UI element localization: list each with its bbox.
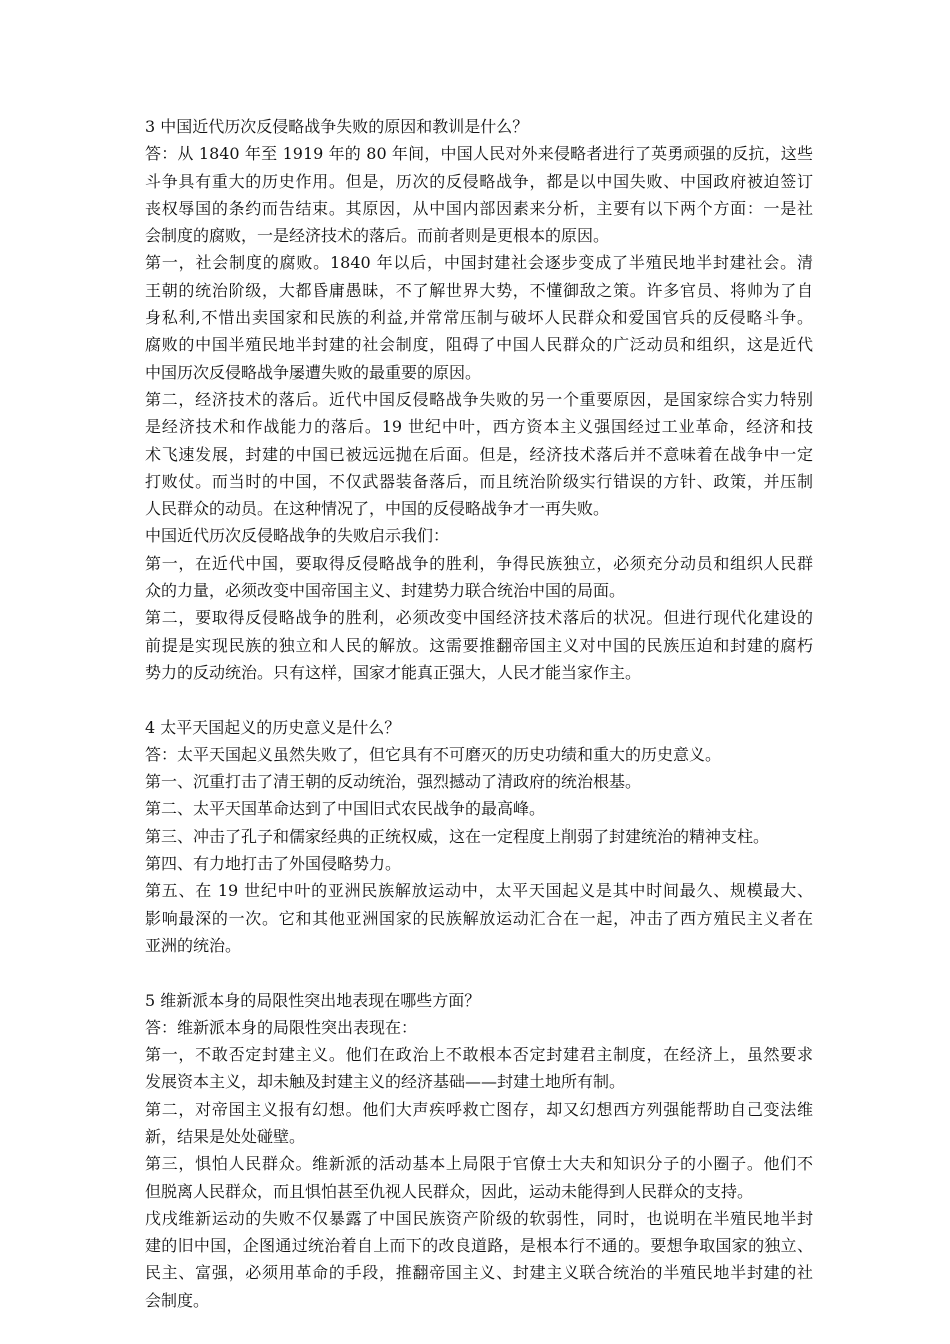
text-line: 第一，在近代中国，要取得反侵略战争的胜利，争得民族独立，必须充分动员和组织人民群 xyxy=(145,553,813,573)
section-1 xyxy=(145,113,813,686)
text-line: 中国近代历次反侵略战争的失败启示我们： xyxy=(145,526,450,546)
section-heading: 4 太平天国起义的历史意义是什么？ xyxy=(145,717,401,737)
text-line: 影响最深的一次。它和其他亚洲国家的民族解放运动汇合在一起，冲击了西方殖民主义者在 xyxy=(145,908,813,928)
text-line: 是经济技术和作战能力的落后。19 世纪中叶，西方资本主义强国经过工业革命，经济和技 xyxy=(145,417,813,437)
text-line: 新，结果是处处碰壁。 xyxy=(145,1126,306,1146)
section-heading: 5 维新派本身的局限性突出地表现在哪些方面？ xyxy=(145,990,481,1010)
text-line: 打败仗。而当时的中国，不仅武器装备落后，而且统治阶级实行错误的方针、政策，并压制 xyxy=(145,471,813,491)
text-line: 建的旧中国，企图通过统治着自上而下的改良道路，是根本行不通的。要想争取国家的独立、 xyxy=(145,1236,813,1256)
text-line: 答：太平天国起义虽然失败了，但它具有不可磨灭的历史功绩和重大的历史意义。 xyxy=(145,744,722,764)
text-line: 第四、有力地打击了外国侵略势力。 xyxy=(145,854,402,874)
text-line: 答：维新派本身的局限性突出表现在： xyxy=(145,1017,418,1037)
text-line: 人民群众的动员。在这种情况了，中国的反侵略战争才一再失败。 xyxy=(145,499,610,519)
text-line: 斗争具有重大的历史作用。但是，历次的反侵略战争，都是以中国失败、中国政府被迫签订 xyxy=(145,171,813,191)
section-gap xyxy=(145,686,813,713)
text-line: 前提是实现民族的独立和人民的解放。这需要推翻帝国主义对中国的民族压迫和封建的腐朽 xyxy=(145,635,813,655)
text-line: 中国历次反侵略战争屡遭失败的最重要的原因。 xyxy=(145,362,482,382)
section-gap xyxy=(145,959,813,986)
text-line: 但脱离人民群众，而且惧怕甚至仇视人民群众，因此，运动未能得到人民群众的支持。 xyxy=(145,1181,754,1201)
text-line: 腐败的中国半殖民地半封建的社会制度，阻碍了中国人民群众的广泛动员和组织，这是近代 xyxy=(145,335,813,355)
text-line: 发展资本主义，却未触及封建主义的经济基础——封建土地所有制。 xyxy=(145,1072,626,1092)
text-line: 第二，要取得反侵略战争的胜利，必须改变中国经济技术落后的状况。但进行现代化建设的 xyxy=(145,608,813,628)
text-line: 亚洲的统治。 xyxy=(145,935,242,955)
text-line: 王朝的统治阶级，大都昏庸愚昧，不了解世界大势，不懂御敌之策。许多官员、将帅为了自 xyxy=(145,280,813,300)
text-line: 戊戌维新运动的失败不仅暴露了中国民族资产阶级的软弱性，同时，也说明在半殖民地半封 xyxy=(145,1208,813,1228)
text-line: 第三、冲击了孔子和儒家经典的正统权威，这在一定程度上削弱了封建统治的精神支柱。 xyxy=(145,826,770,846)
text-line: 答：从 1840 年至 1919 年的 80 年间，中国人民对外来侵略者进行了英勇顽强的反抗，这些 xyxy=(145,144,813,164)
text-line: 第二，对帝国主义报有幻想。他们大声疾呼救亡图存，却又幻想西方列强能帮助自己变法维 xyxy=(145,1099,813,1119)
text-line: 第二、太平天国革命达到了中国旧式农民战争的最高峰。 xyxy=(145,799,546,819)
text-line: 身私利,不惜出卖国家和民族的利益,并常常压制与破坏人民群众和爱国官兵的反侵略斗争。 xyxy=(145,308,813,328)
text-line: 第二，经济技术的落后。近代中国反侵略战争失败的另一个重要原因，是国家综合实力特别 xyxy=(145,389,813,409)
text-line: 会制度。 xyxy=(145,1290,210,1310)
text-line: 第一，不敢否定封建主义。他们在政治上不敢根本否定封建君主制度，在经济上，虽然要求 xyxy=(145,1045,813,1065)
text-line: 第五、在 19 世纪中叶的亚洲民族解放运动中，太平天国起义是其中时间最久、规模最大、 xyxy=(145,881,813,901)
section-heading: 3 中国近代历次反侵略战争失败的原因和教训是什么？ xyxy=(145,117,529,136)
text-line: 第三，惧怕人民群众。维新派的活动基本上局限于官僚士大夫和知识分子的小圈子。他们不 xyxy=(145,1154,813,1174)
text-line: 势力的反动统治。只有这样，国家才能真正强大，人民才能当家作主。 xyxy=(145,662,642,682)
text-line: 民主、富强，必须用革命的手段，推翻帝国主义、封建主义联合统治的半殖民地半封建的社 xyxy=(145,1263,813,1283)
document-body xyxy=(145,113,813,1314)
text-line: 第一、沉重打击了清王朝的反动统治，强烈撼动了清政府的统治根基。 xyxy=(145,772,642,792)
text-line: 丧权辱国的条约而告结束。其原因，从中国内部因素来分析，主要有以下两个方面：一是社 xyxy=(145,198,813,218)
text-line: 众的力量，必须改变中国帝国主义、封建势力联合统治中国的局面。 xyxy=(145,581,626,601)
section-2 xyxy=(145,714,813,960)
text-line: 第一，社会制度的腐败。1840 年以后，中国封建社会逐步变成了半殖民地半封建社会。清 xyxy=(145,253,813,273)
section-3 xyxy=(145,987,813,1315)
text-line: 会制度的腐败，一是经济技术的落后。而前者则是更根本的原因。 xyxy=(145,226,610,246)
text-line: 术飞速发展，封建的中国已被远远抛在后面。但是，经济技术落后并不意味着在战争中一定 xyxy=(145,444,813,464)
